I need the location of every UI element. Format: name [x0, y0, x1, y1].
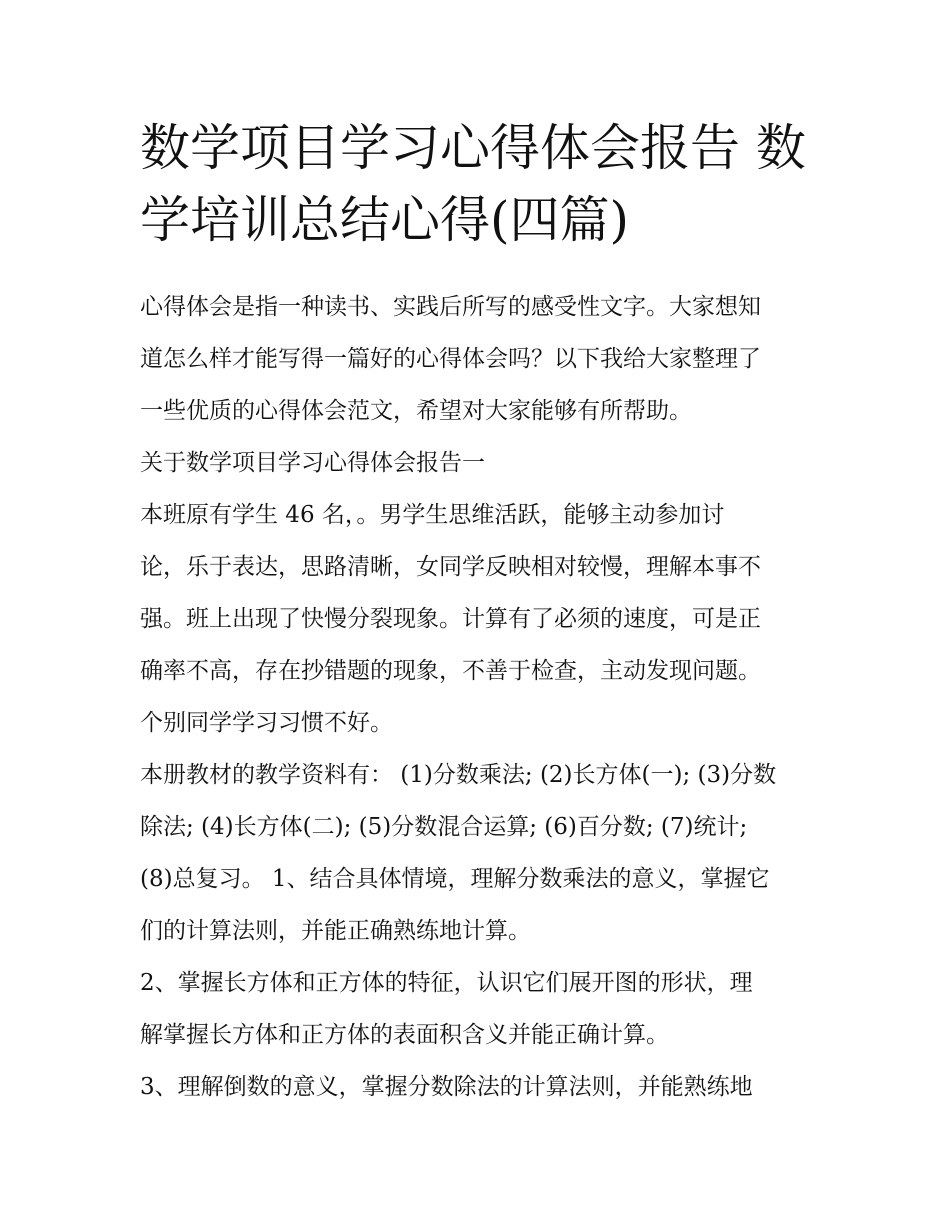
body-line-2: 道怎么样才能写得一篇好的心得体会吗？以下我给大家整理了: [140, 346, 761, 372]
body-line-11: 除法; (4)长方体(二); (5)分数混合运算; (6)百分数; (7)统计;: [140, 814, 748, 840]
document-title: [140, 112, 830, 256]
section-heading: 关于数学项目学习心得体会报告一: [140, 450, 485, 476]
body-line-8: 确率不高，存在抄错题的现象，不善于检查，主动发现问题。: [140, 658, 761, 684]
body-line-13: 们的计算法则，并能正确熟练地计算。: [140, 918, 531, 944]
title-line-2: 学培训总结心得(四篇): [140, 191, 630, 249]
title-line-1: 数学项目学习心得体会报告 数: [140, 119, 806, 177]
body-line-15: 解掌握长方体和正方体的表面积含义并能正确计算。: [140, 1022, 669, 1048]
body-line-5: 本班原有学生 46 名，。男学生思维活跃，能够主动参加讨: [140, 502, 725, 528]
body-line-6: 论，乐于表达，思路清晰，女同学反映相对较慢，理解本事不: [140, 554, 761, 580]
body-line-1: 心得体会是指一种读书、实践后所写的感受性文字。大家想知: [140, 294, 761, 320]
body-line-16: 3、理解倒数的意义，掌握分数除法的计算法则，并能熟练地: [140, 1074, 753, 1100]
body-line-7: 强。班上出现了快慢分裂现象。计算有了必须的速度，可是正: [140, 606, 761, 632]
body-line-10: 本册教材的教学资料有： (1)分数乘法; (2)长方体(一); (3)分数: [140, 762, 777, 788]
body-line-3: 一些优质的心得体会范文，希望对大家能够有所帮助。: [140, 398, 692, 424]
body-line-9: 个别同学学习习惯不好。: [140, 710, 393, 736]
document-body: [140, 281, 830, 1113]
body-line-14: 2、掌握长方体和正方体的特征，认识它们展开图的形状，理: [140, 970, 753, 996]
body-line-12: (8)总复习。 1、结合具体情境，理解分数乘法的意义，掌握它: [140, 866, 770, 892]
